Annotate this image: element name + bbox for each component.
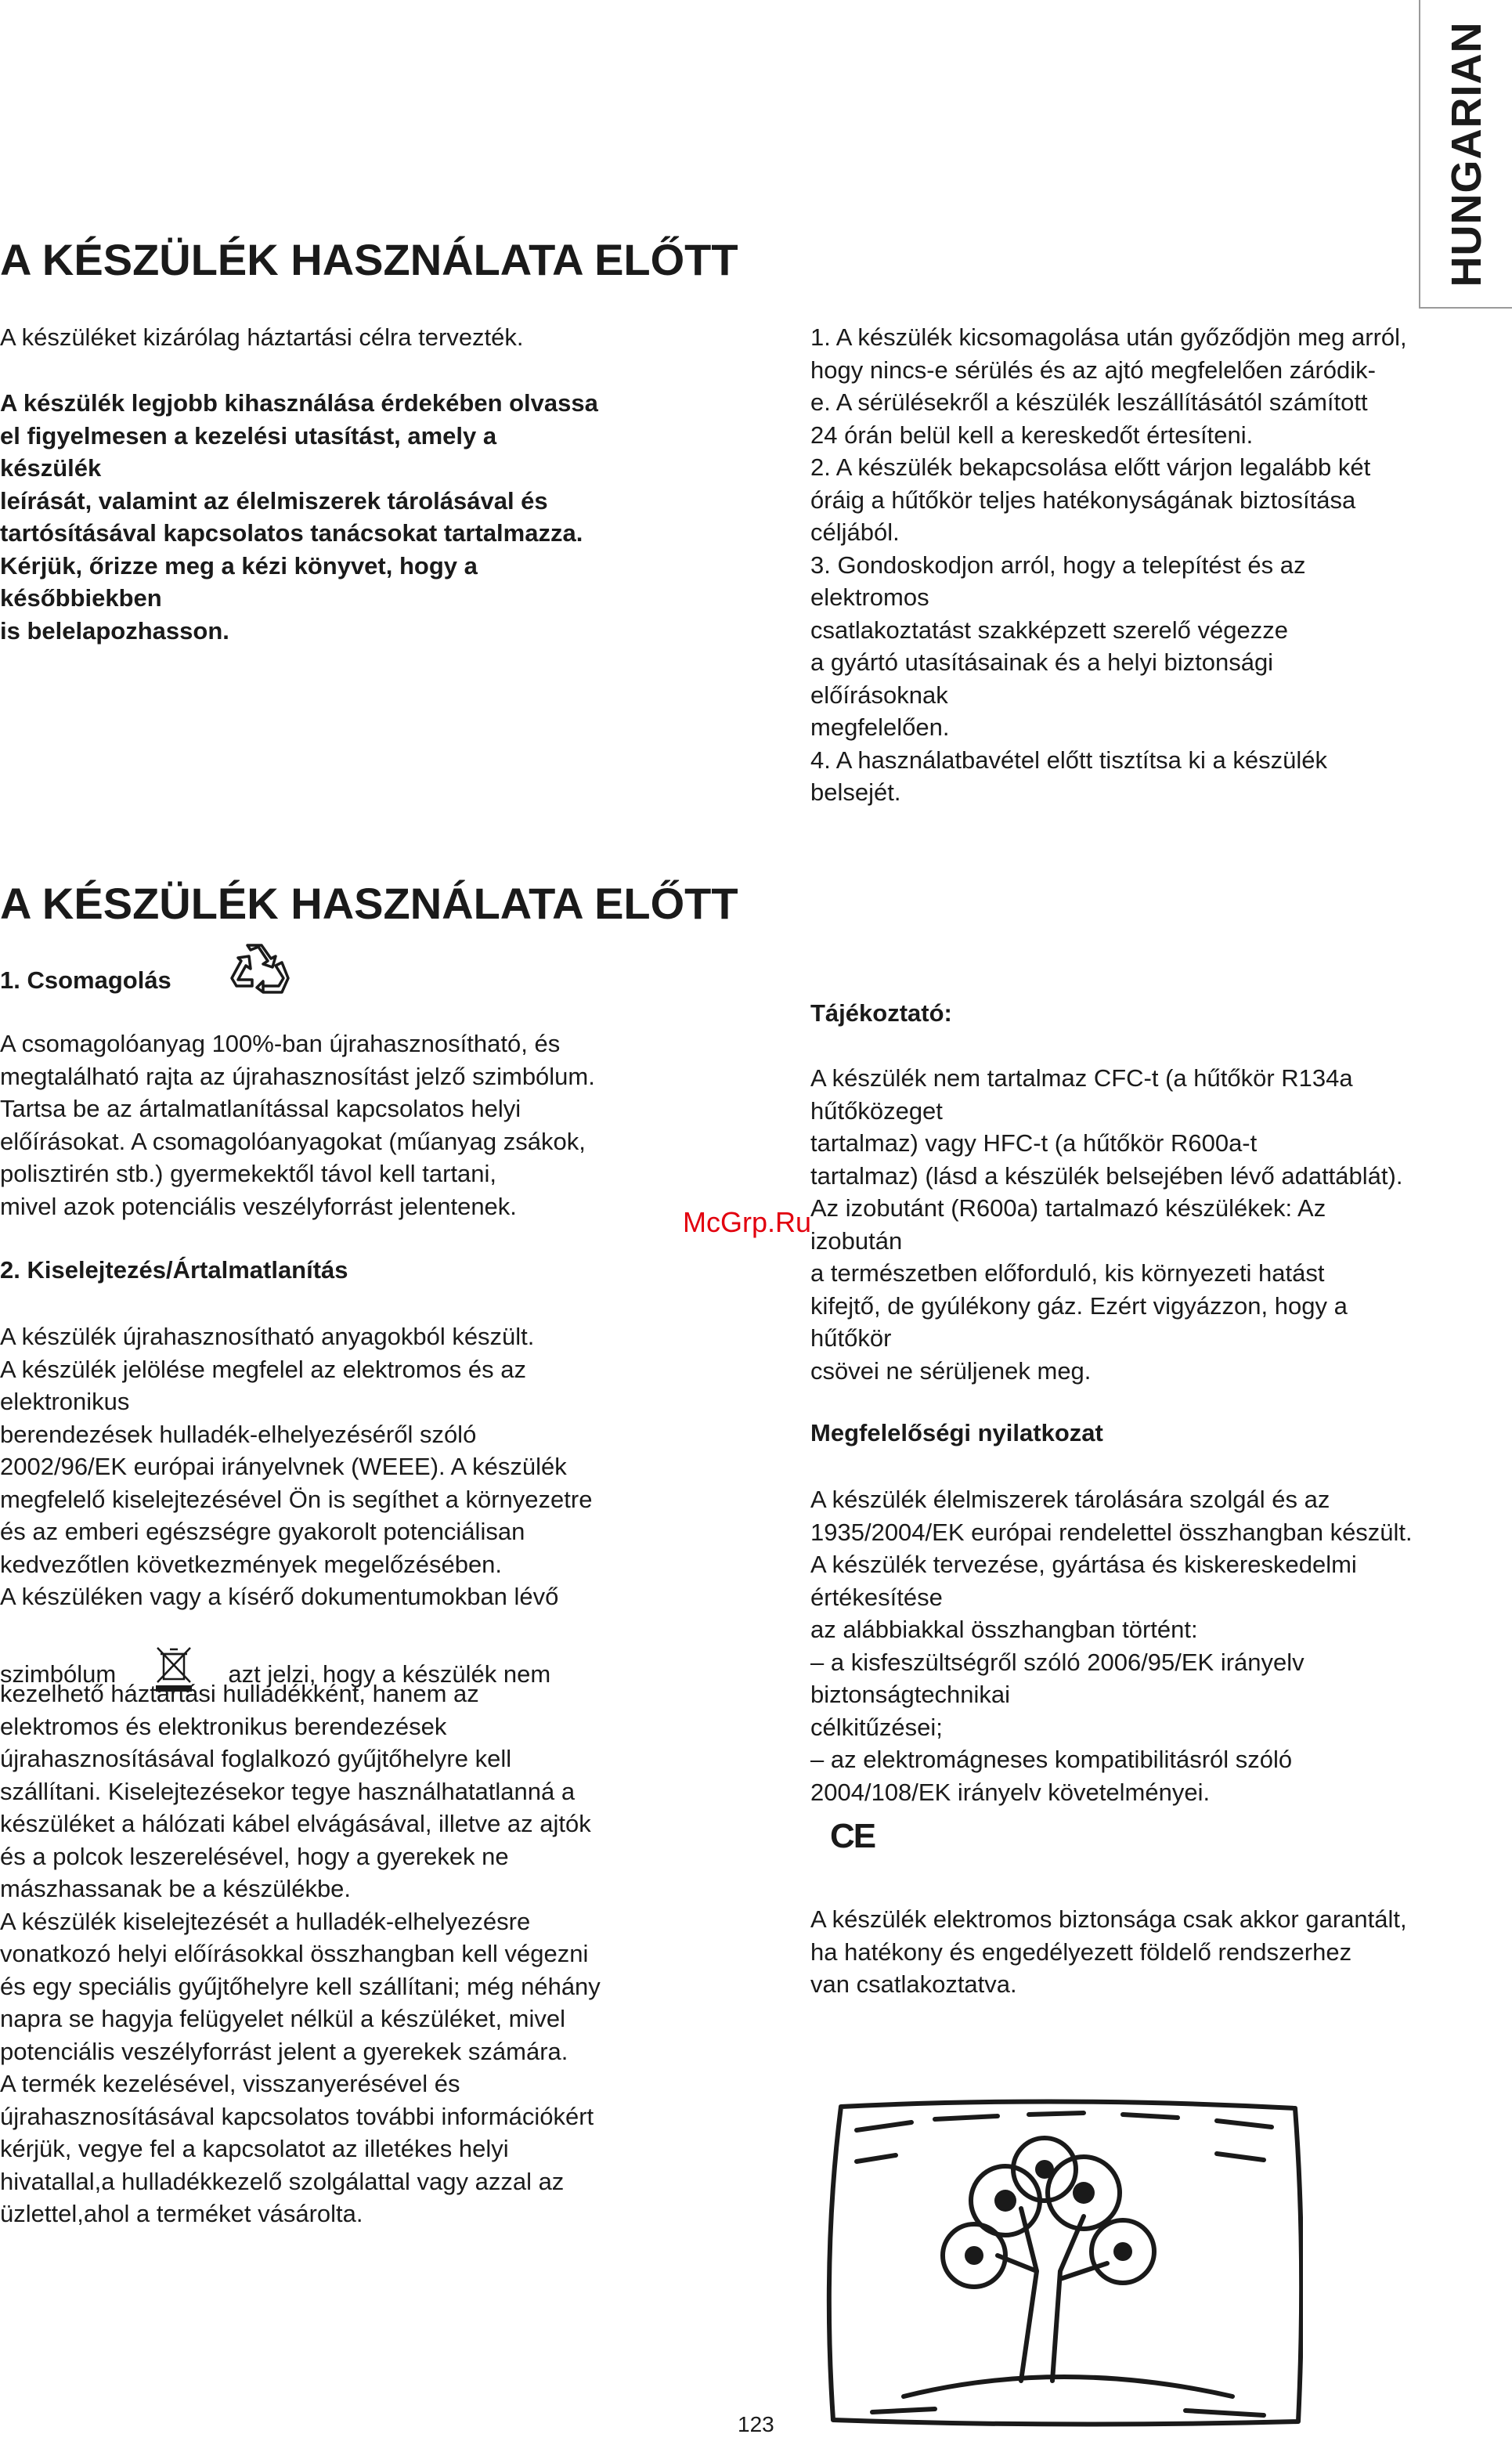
- text-line: hűtőkör: [810, 1324, 892, 1352]
- text-line: mivel azok potenciális veszélyforrást jelentenek.: [0, 1192, 517, 1220]
- text-line: A csomagolóanyag 100%-ban újrahasznosítható, és: [0, 1030, 561, 1057]
- conformity-heading: Megfelelőségi nyilatkozat: [810, 1419, 1103, 1446]
- text-line: mászhassanak be a készülékbe.: [0, 1875, 352, 1902]
- text-line: csatlakoztatást szakképzett szerelő végezze: [810, 616, 1288, 644]
- text-line: készülék: [0, 454, 102, 482]
- text-line: leírását, valamint az élelmiszerek tárolásával és: [0, 486, 548, 515]
- text-line: Tartsa be az ártalmatlanítással kapcsolatos helyi: [0, 1095, 521, 1122]
- text-line: a természetben előforduló, kis környezeti hatást: [810, 1259, 1325, 1287]
- recycle-icon: [227, 944, 290, 997]
- text-line: – az elektromágneses kompatibilitásról szóló: [810, 1746, 1293, 1773]
- text-line: kérjük, vegye fel a kapcsolatot az illetékes helyi: [0, 2135, 509, 2162]
- text-line: A készülék tervezése, gyártása és kiskereskedelmi: [810, 1551, 1357, 1578]
- text-line: A termék kezelésével, visszanyerésével és: [0, 2070, 460, 2097]
- text-line: kifejtő, de gyúlékony gáz. Ezért vigyázzon, hogy a: [810, 1291, 1348, 1320]
- text-line: tartósításával kapcsolatos tanácsokat tartalmazza.: [0, 519, 583, 547]
- text-line: és a polcok leszerelésével, hogy a gyerekek ne: [0, 1842, 509, 1870]
- packaging-heading: 1. Csomagolás: [0, 966, 171, 994]
- text-line: izobután: [810, 1226, 903, 1255]
- text-line: előírásoknak: [810, 681, 948, 709]
- text-line: A készülék jelölése megfelel az elektromos és az: [0, 1355, 526, 1383]
- text-line: A készülék legjobb kihasználása érdekében olvassa: [0, 389, 598, 417]
- text-line: napra se hagyja felügyelet nélkül a készüléket, mivel: [0, 2005, 566, 2032]
- text-line: készüléket a hálózati kábel elvágásával, illetve az ajtók: [0, 1810, 591, 1837]
- text-line: e. A sérülésekről a készülék leszállításától számított: [810, 388, 1368, 416]
- text-line: 1. A készülék kicsomagolása után győződjön meg arról,: [810, 323, 1407, 351]
- text-line: célkitűzései;: [810, 1713, 943, 1741]
- symbol-word: szimbólum: [0, 1660, 117, 1688]
- text-line: A készülék élelmiszerek tárolására szolgál és az: [810, 1486, 1330, 1513]
- text-line: és az emberi egészségre gyakorolt potenciálisan: [0, 1518, 525, 1545]
- language-tab: [1419, 0, 1512, 309]
- text-line: el figyelmesen a kezelési utasítást, amely a: [0, 421, 497, 450]
- section1-title: A KÉSZÜLÉK HASZNÁLATA ELŐTT: [0, 235, 738, 284]
- text-line: újrahasznosításával kapcsolatos további információkért: [0, 2102, 594, 2130]
- text-line: 4. A használatbavétel előtt tisztítsa ki a készülék: [810, 746, 1327, 774]
- text-line: elektromos: [810, 583, 929, 611]
- info-text: [810, 1062, 1402, 1387]
- text-line: tartalmaz) (lásd a készülék belsejében lévő adattáblát).: [810, 1161, 1403, 1190]
- info-heading: Tájékoztató:: [810, 999, 952, 1027]
- text-line: elektronikus: [0, 1388, 130, 1415]
- text-line: megfelelően.: [810, 713, 950, 741]
- disposal-heading: 2. Kiselejtezés/Ártalmatlanítás: [0, 1256, 348, 1284]
- language-label: HUNGARIAN: [1443, 21, 1490, 287]
- text-line: A készülék elektromos biztonsága csak akkor garantált,: [810, 1905, 1407, 1933]
- text-line: kezelhető háztartási hulladékként, hanem az: [0, 1680, 479, 1707]
- text-line: A készülék nem tartalmaz CFC-t (a hűtőkör R134a: [810, 1064, 1353, 1092]
- text-line: A készülék kiselejtezését a hulladék-elhelyezésre: [0, 1907, 531, 1935]
- text-line: kedvezőtlen következmények megelőzésében.: [0, 1550, 503, 1578]
- section1-intro: A készüléket kizárólag háztartási célra tervezték.: [0, 323, 524, 351]
- section1-bold-paragraph: [0, 387, 598, 647]
- text-line: szállítani. Kiselejtezésekor tegye használhatatlanná a: [0, 1777, 576, 1805]
- text-line: az alábbiakkal összhangban történt:: [810, 1616, 1198, 1643]
- text-line: hűtőközeget: [810, 1096, 943, 1125]
- text-line: Kérjük, őrizze meg a kézi könyvet, hogy a: [0, 551, 478, 580]
- text-line: értékesítése: [810, 1583, 943, 1611]
- text-line: ha hatékony és engedélyezett földelő rendszerhez: [810, 1938, 1352, 1966]
- text-line: Az izobutánt (R600a) tartalmazó készülékek: Az: [810, 1194, 1326, 1222]
- text-line: hivatallal,a hulladékkezelő szolgálattal vagy azzal az: [0, 2167, 565, 2195]
- section1-instructions: [810, 321, 1407, 809]
- text-line: tartalmaz) vagy HFC-t (a hűtőkör R600a-t: [810, 1129, 1258, 1157]
- text-line: hogy nincs-e sérülés és az ajtó megfelelően záródik-: [810, 356, 1376, 384]
- text-line: polisztirén stb.) gyermekektől távol kell tartani,: [0, 1160, 497, 1187]
- disposal-text-a: [0, 1320, 592, 1613]
- text-line: megfelelő kiselejtezésével Ön is segíthet a környezetre: [0, 1485, 593, 1513]
- section2-title: A KÉSZÜLÉK HASZNÁLATA ELŐTT: [0, 879, 738, 928]
- text-line: csövei ne sérüljenek meg.: [810, 1356, 1092, 1385]
- text-line: és egy speciális gyűjtőhelyre kell szállítani; még néhány: [0, 1972, 601, 2000]
- text-line: óráig a hűtőkör teljes hatékonyságának biztosítása: [810, 486, 1356, 514]
- tree-illustration: [825, 2099, 1303, 2428]
- ce-mark: CE: [830, 1817, 875, 1855]
- text-line: potenciális veszélyforrást jelent a gyerekek számára.: [0, 2037, 568, 2065]
- text-line: berendezések hulladék-elhelyezéséről szóló: [0, 1420, 477, 1448]
- safety-text: [810, 1903, 1407, 2001]
- conformity-text: [810, 1483, 1413, 1808]
- text-line: újrahasznosításával foglalkozó gyűjtőhelyre kell: [0, 1745, 512, 1772]
- disposal-text-b: [0, 1678, 601, 2230]
- text-line: előírásokat. A csomagolóanyagokat (műanyag zsákok,: [0, 1127, 586, 1155]
- text-line: 2. A készülék bekapcsolása előtt várjon legalább két: [810, 453, 1371, 481]
- text-line: 1935/2004/EK európai rendelettel összhangban készült.: [810, 1518, 1413, 1546]
- text-line: belsejét.: [810, 778, 901, 806]
- text-line: céljából.: [810, 518, 900, 546]
- text-line: 2002/96/EK európai irányelvnek (WEEE). A készülék: [0, 1453, 567, 1480]
- symbol-rest: azt jelzi, hogy a készülék nem: [228, 1660, 551, 1688]
- text-line: biztonságtechnikai: [810, 1681, 1011, 1708]
- text-line: – a kisfeszültségről szóló 2006/95/EK irányelv: [810, 1648, 1305, 1676]
- page-number: 123: [738, 2412, 774, 2436]
- text-line: A készüléken vagy a kísérő dokumentumokban lévő: [0, 1583, 559, 1610]
- text-line: elektromos és elektronikus berendezések: [0, 1712, 447, 1740]
- packaging-text: [0, 1027, 595, 1222]
- text-line: van csatlakoztatva.: [810, 1970, 1017, 1998]
- text-line: üzlettel,ahol a terméket vásárolta.: [0, 2200, 363, 2227]
- text-line: megtalálható rajta az újrahasznosítást jelző szimbólum.: [0, 1062, 595, 1090]
- text-line: A készülék újrahasznosítható anyagokból készült.: [0, 1323, 535, 1350]
- watermark: McGrp.Ru: [683, 1206, 812, 1238]
- text-line: későbbiekben: [0, 584, 162, 612]
- text-line: 24 órán belül kell a kereskedőt értesíteni.: [810, 421, 1254, 449]
- text-line: 3. Gondoskodjon arról, hogy a telepítést és az: [810, 551, 1306, 579]
- text-line: vonatkozó helyi előírásokkal összhangban kell végezni: [0, 1940, 589, 1967]
- text-line: a gyártó utasításainak és a helyi biztonsági: [810, 648, 1274, 676]
- text-line: is belelapozhasson.: [0, 616, 229, 645]
- text-line: 2004/108/EK irányelv követelményei.: [810, 1778, 1211, 1806]
